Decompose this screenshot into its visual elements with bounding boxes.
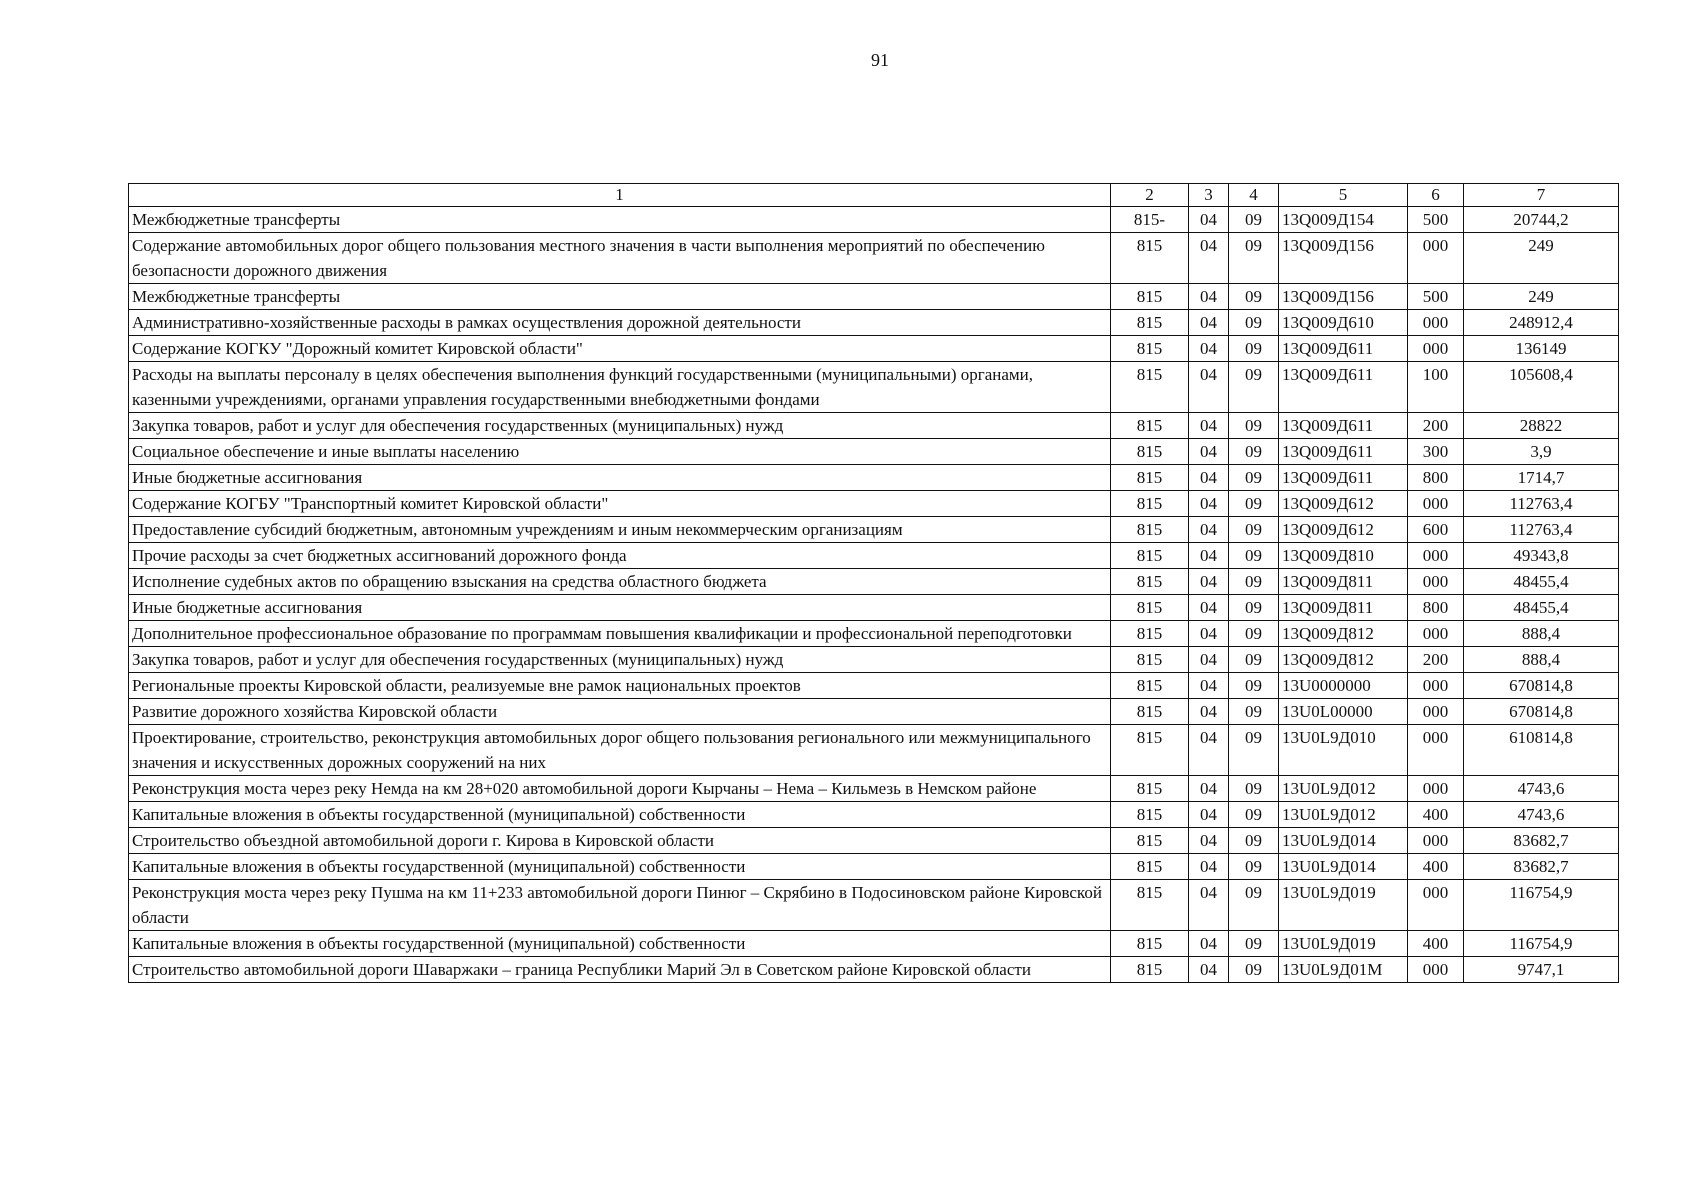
row-amount: 112763,4 (1464, 517, 1619, 543)
table-row (129, 776, 1619, 802)
row-subsection-code: 09 (1229, 854, 1279, 880)
row-subsection-code: 09 (1229, 207, 1279, 233)
page-number: 91 (871, 50, 889, 70)
row-amount: 116754,9 (1464, 880, 1619, 931)
row-target-article: 13U0L9Д012 (1279, 802, 1408, 828)
row-admin-code: 815 (1111, 465, 1189, 491)
row-description: Иные бюджетные ассигнования (129, 595, 1111, 621)
row-amount: 48455,4 (1464, 595, 1619, 621)
row-expense-type: 200 (1408, 413, 1464, 439)
row-section-code: 04 (1189, 802, 1229, 828)
row-target-article: 13U0L9Д019 (1279, 931, 1408, 957)
row-description: Расходы на выплаты персоналу в целях обеспечения выполнения функций государственными (муниципальными) органами, казенными учреждениями, органами управления государственными внебюджетными фондами (129, 362, 1111, 413)
row-target-article: 13U0L9Д01М (1279, 957, 1408, 983)
table-row (129, 465, 1619, 491)
row-section-code: 04 (1189, 828, 1229, 854)
row-admin-code: 815 (1111, 673, 1189, 699)
row-section-code: 04 (1189, 284, 1229, 310)
row-subsection-code: 09 (1229, 957, 1279, 983)
row-description: Региональные проекты Кировской области, реализуемые вне рамок национальных проектов (129, 673, 1111, 699)
row-description: Строительство автомобильной дороги Шаваржаки – граница Республики Марий Эл в Советском районе Кировской области (129, 957, 1111, 983)
table-row (129, 543, 1619, 569)
row-admin-code: 815 (1111, 491, 1189, 517)
row-expense-type: 500 (1408, 284, 1464, 310)
row-admin-code: 815 (1111, 413, 1189, 439)
row-expense-type: 000 (1408, 828, 1464, 854)
row-section-code: 04 (1189, 621, 1229, 647)
row-description: Проектирование, строительство, реконструкция автомобильных дорог общего пользования регионального или межмуниципального значения и искусственных дорожных сооружений на них (129, 725, 1111, 776)
table-row (129, 699, 1619, 725)
row-expense-type: 000 (1408, 543, 1464, 569)
row-target-article: 13U0L9Д019 (1279, 880, 1408, 931)
row-admin-code: 815 (1111, 931, 1189, 957)
row-admin-code: 815 (1111, 336, 1189, 362)
row-admin-code: 815 (1111, 880, 1189, 931)
row-amount: 136149 (1464, 336, 1619, 362)
row-section-code: 04 (1189, 776, 1229, 802)
table-row (129, 362, 1619, 413)
row-expense-type: 600 (1408, 517, 1464, 543)
row-section-code: 04 (1189, 699, 1229, 725)
row-admin-code: 815 (1111, 310, 1189, 336)
row-amount: 48455,4 (1464, 569, 1619, 595)
row-section-code: 04 (1189, 491, 1229, 517)
row-section-code: 04 (1189, 310, 1229, 336)
row-expense-type: 400 (1408, 802, 1464, 828)
row-target-article: 13Q009Д810 (1279, 543, 1408, 569)
row-subsection-code: 09 (1229, 595, 1279, 621)
row-section-code: 04 (1189, 517, 1229, 543)
table-row (129, 491, 1619, 517)
table-row (129, 621, 1619, 647)
row-subsection-code: 09 (1229, 233, 1279, 284)
row-expense-type: 000 (1408, 699, 1464, 725)
table-header-row (129, 184, 1619, 207)
row-target-article: 13U0L00000 (1279, 699, 1408, 725)
row-amount: 888,4 (1464, 647, 1619, 673)
table-row (129, 673, 1619, 699)
row-target-article: 13U0L9Д010 (1279, 725, 1408, 776)
row-target-article: 13Q009Д812 (1279, 647, 1408, 673)
row-section-code: 04 (1189, 595, 1229, 621)
row-target-article: 13U0000000 (1279, 673, 1408, 699)
table-row (129, 413, 1619, 439)
row-target-article: 13Q009Д610 (1279, 310, 1408, 336)
row-admin-code: 815 (1111, 725, 1189, 776)
row-amount: 116754,9 (1464, 931, 1619, 957)
row-admin-code: 815 (1111, 854, 1189, 880)
row-description: Социальное обеспечение и иные выплаты населению (129, 439, 1111, 465)
table-row (129, 439, 1619, 465)
row-section-code: 04 (1189, 362, 1229, 413)
row-expense-type: 000 (1408, 880, 1464, 931)
row-target-article: 13Q009Д156 (1279, 233, 1408, 284)
row-description: Реконструкция моста через реку Немда на км 28+020 автомобильной дороги Кырчаны – Нема – Кильмезь в Немском районе (129, 776, 1111, 802)
row-description: Закупка товаров, работ и услуг для обеспечения государственных (муниципальных) нужд (129, 647, 1111, 673)
row-subsection-code: 09 (1229, 621, 1279, 647)
row-amount: 9747,1 (1464, 957, 1619, 983)
row-description: Закупка товаров, работ и услуг для обеспечения государственных (муниципальных) нужд (129, 413, 1111, 439)
row-expense-type: 200 (1408, 647, 1464, 673)
row-subsection-code: 09 (1229, 725, 1279, 776)
row-expense-type: 000 (1408, 310, 1464, 336)
table-row (129, 336, 1619, 362)
row-amount: 112763,4 (1464, 491, 1619, 517)
header-col-3: 3 (1189, 184, 1229, 207)
row-description: Дополнительное профессиональное образование по программам повышения квалификации и профессиональной переподготовки (129, 621, 1111, 647)
row-amount: 670814,8 (1464, 699, 1619, 725)
row-section-code: 04 (1189, 880, 1229, 931)
row-admin-code: 815 (1111, 802, 1189, 828)
row-expense-type: 000 (1408, 621, 1464, 647)
header-col-2: 2 (1111, 184, 1189, 207)
row-section-code: 04 (1189, 439, 1229, 465)
row-subsection-code: 09 (1229, 543, 1279, 569)
table-row (129, 725, 1619, 776)
row-subsection-code: 09 (1229, 931, 1279, 957)
row-section-code: 04 (1189, 854, 1229, 880)
row-description: Капитальные вложения в объекты государственной (муниципальной) собственности (129, 802, 1111, 828)
row-description: Предоставление субсидий бюджетным, автономным учреждениям и иным некоммерческим организациям (129, 517, 1111, 543)
row-description: Межбюджетные трансферты (129, 284, 1111, 310)
table-row (129, 957, 1619, 983)
row-admin-code: 815 (1111, 517, 1189, 543)
table-row (129, 931, 1619, 957)
row-description: Развитие дорожного хозяйства Кировской области (129, 699, 1111, 725)
table-row (129, 880, 1619, 931)
row-description: Иные бюджетные ассигнования (129, 465, 1111, 491)
row-description: Содержание КОГБУ "Транспортный комитет Кировской области" (129, 491, 1111, 517)
row-expense-type: 000 (1408, 569, 1464, 595)
row-admin-code: 815- (1111, 207, 1189, 233)
row-expense-type: 000 (1408, 491, 1464, 517)
table-row (129, 802, 1619, 828)
row-admin-code: 815 (1111, 828, 1189, 854)
row-expense-type: 400 (1408, 854, 1464, 880)
row-expense-type: 800 (1408, 595, 1464, 621)
row-target-article: 13Q009Д811 (1279, 569, 1408, 595)
row-section-code: 04 (1189, 647, 1229, 673)
row-section-code: 04 (1189, 336, 1229, 362)
row-amount: 888,4 (1464, 621, 1619, 647)
row-description: Исполнение судебных актов по обращению взыскания на средства областного бюджета (129, 569, 1111, 595)
table-row (129, 517, 1619, 543)
row-section-code: 04 (1189, 413, 1229, 439)
row-target-article: 13Q009Д156 (1279, 284, 1408, 310)
row-amount: 105608,4 (1464, 362, 1619, 413)
row-description: Содержание автомобильных дорог общего пользования местного значения в части выполнения мероприятий по обеспечению безопасности дорожного движения (129, 233, 1111, 284)
row-section-code: 04 (1189, 673, 1229, 699)
row-description: Содержание КОГКУ "Дорожный комитет Кировской области" (129, 336, 1111, 362)
row-description: Строительство объездной автомобильной дороги г. Кирова в Кировской области (129, 828, 1111, 854)
row-admin-code: 815 (1111, 362, 1189, 413)
row-amount: 249 (1464, 284, 1619, 310)
row-expense-type: 300 (1408, 439, 1464, 465)
header-col-4: 4 (1229, 184, 1279, 207)
row-expense-type: 000 (1408, 673, 1464, 699)
budget-table (128, 183, 1619, 983)
row-section-code: 04 (1189, 931, 1229, 957)
row-admin-code: 815 (1111, 699, 1189, 725)
row-description: Реконструкция моста через реку Пушма на км 11+233 автомобильной дороги Пинюг – Скрябино в Подосиновском районе Кировской области (129, 880, 1111, 931)
table-row (129, 647, 1619, 673)
row-expense-type: 800 (1408, 465, 1464, 491)
row-expense-type: 000 (1408, 725, 1464, 776)
row-expense-type: 000 (1408, 336, 1464, 362)
row-target-article: 13U0L9Д012 (1279, 776, 1408, 802)
row-amount: 20744,2 (1464, 207, 1619, 233)
row-admin-code: 815 (1111, 957, 1189, 983)
row-admin-code: 815 (1111, 233, 1189, 284)
row-target-article: 13Q009Д611 (1279, 336, 1408, 362)
row-subsection-code: 09 (1229, 647, 1279, 673)
table-row (129, 284, 1619, 310)
row-section-code: 04 (1189, 465, 1229, 491)
header-col-1: 1 (129, 184, 1111, 207)
row-amount: 1714,7 (1464, 465, 1619, 491)
row-subsection-code: 09 (1229, 880, 1279, 931)
row-admin-code: 815 (1111, 284, 1189, 310)
table-body (129, 207, 1619, 983)
row-expense-type: 100 (1408, 362, 1464, 413)
row-subsection-code: 09 (1229, 310, 1279, 336)
row-subsection-code: 09 (1229, 465, 1279, 491)
row-amount: 670814,8 (1464, 673, 1619, 699)
row-subsection-code: 09 (1229, 776, 1279, 802)
row-expense-type: 000 (1408, 233, 1464, 284)
row-expense-type: 000 (1408, 957, 1464, 983)
row-amount: 248912,4 (1464, 310, 1619, 336)
row-description: Капитальные вложения в объекты государственной (муниципальной) собственности (129, 931, 1111, 957)
row-amount: 83682,7 (1464, 854, 1619, 880)
row-amount: 83682,7 (1464, 828, 1619, 854)
row-section-code: 04 (1189, 543, 1229, 569)
row-admin-code: 815 (1111, 439, 1189, 465)
row-section-code: 04 (1189, 569, 1229, 595)
row-target-article: 13Q009Д612 (1279, 491, 1408, 517)
row-subsection-code: 09 (1229, 362, 1279, 413)
row-target-article: 13Q009Д812 (1279, 621, 1408, 647)
row-subsection-code: 09 (1229, 828, 1279, 854)
table-row (129, 569, 1619, 595)
table-row (129, 854, 1619, 880)
row-expense-type: 500 (1408, 207, 1464, 233)
table-row (129, 828, 1619, 854)
header-col-5: 5 (1279, 184, 1408, 207)
row-admin-code: 815 (1111, 621, 1189, 647)
row-admin-code: 815 (1111, 569, 1189, 595)
row-section-code: 04 (1189, 207, 1229, 233)
row-target-article: 13U0L9Д014 (1279, 828, 1408, 854)
row-target-article: 13U0L9Д014 (1279, 854, 1408, 880)
table-row (129, 595, 1619, 621)
table-row (129, 233, 1619, 284)
row-subsection-code: 09 (1229, 284, 1279, 310)
row-description: Межбюджетные трансферты (129, 207, 1111, 233)
row-subsection-code: 09 (1229, 569, 1279, 595)
row-amount: 49343,8 (1464, 543, 1619, 569)
row-subsection-code: 09 (1229, 802, 1279, 828)
row-admin-code: 815 (1111, 543, 1189, 569)
row-subsection-code: 09 (1229, 413, 1279, 439)
row-section-code: 04 (1189, 957, 1229, 983)
row-expense-type: 000 (1408, 776, 1464, 802)
row-target-article: 13Q009Д611 (1279, 439, 1408, 465)
row-target-article: 13Q009Д811 (1279, 595, 1408, 621)
header-col-6: 6 (1408, 184, 1464, 207)
row-subsection-code: 09 (1229, 439, 1279, 465)
row-subsection-code: 09 (1229, 336, 1279, 362)
row-target-article: 13Q009Д611 (1279, 413, 1408, 439)
row-subsection-code: 09 (1229, 491, 1279, 517)
row-target-article: 13Q009Д611 (1279, 465, 1408, 491)
row-section-code: 04 (1189, 233, 1229, 284)
row-description: Административно-хозяйственные расходы в рамках осуществления дорожной деятельности (129, 310, 1111, 336)
table-row (129, 310, 1619, 336)
row-target-article: 13Q009Д612 (1279, 517, 1408, 543)
row-admin-code: 815 (1111, 595, 1189, 621)
row-target-article: 13Q009Д611 (1279, 362, 1408, 413)
row-subsection-code: 09 (1229, 673, 1279, 699)
row-expense-type: 400 (1408, 931, 1464, 957)
row-description: Прочие расходы за счет бюджетных ассигнований дорожного фонда (129, 543, 1111, 569)
row-amount: 4743,6 (1464, 776, 1619, 802)
row-amount: 249 (1464, 233, 1619, 284)
row-amount: 28822 (1464, 413, 1619, 439)
row-admin-code: 815 (1111, 776, 1189, 802)
header-col-7: 7 (1464, 184, 1619, 207)
row-amount: 610814,8 (1464, 725, 1619, 776)
row-amount: 4743,6 (1464, 802, 1619, 828)
row-target-article: 13Q009Д154 (1279, 207, 1408, 233)
row-subsection-code: 09 (1229, 699, 1279, 725)
row-amount: 3,9 (1464, 439, 1619, 465)
table-row (129, 207, 1619, 233)
row-subsection-code: 09 (1229, 517, 1279, 543)
row-description: Капитальные вложения в объекты государственной (муниципальной) собственности (129, 854, 1111, 880)
row-admin-code: 815 (1111, 647, 1189, 673)
row-section-code: 04 (1189, 725, 1229, 776)
